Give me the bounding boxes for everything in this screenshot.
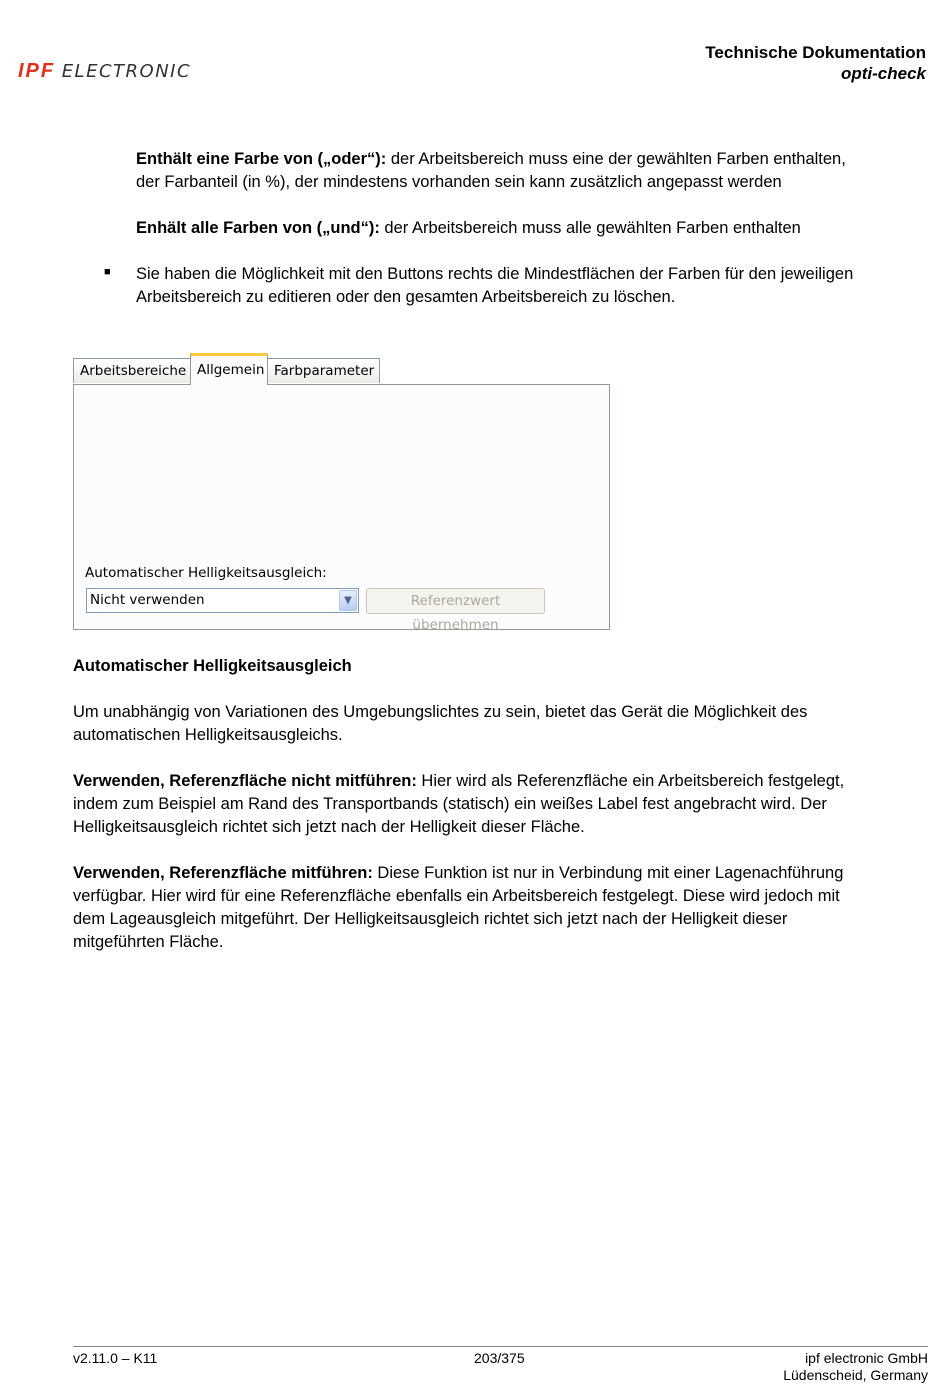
- footer-version: v2.11.0 – K11: [73, 1350, 158, 1366]
- p2-term: Verwenden, Referenzfläche nicht mitführen:: [73, 772, 417, 790]
- tab-farbparameter[interactable]: Farbparameter: [267, 358, 380, 383]
- intro-paragraph: [73, 701, 807, 747]
- brightness-select-value: Nicht verwenden: [90, 592, 205, 608]
- oder-paragraph: [136, 148, 846, 194]
- brightness-label: Automatischer Helligkeitsausgleich:: [85, 565, 327, 581]
- p3-line-1: Diese Funktion ist nur in Verbindung mit einer Lagenachführung: [372, 864, 844, 882]
- p3-line-3: dem Lageausgleich mitgeführt. Der Helligkeitsausgleich richtet sich jetzt nach der Helligkeit dieser: [73, 910, 788, 928]
- document-subtitle: opti-check: [840, 64, 926, 83]
- general-settings-panel: [73, 384, 610, 633]
- p2-line-2: indem zum Beispiel am Rand des Transportbands (statisch) ein weißes Label fest angebracht wird. Der: [73, 795, 827, 813]
- p1-line-2: automatischen Helligkeitsausgleichs.: [73, 726, 343, 744]
- reference-value-button[interactable]: Referenzwert übernehmen: [366, 588, 545, 614]
- brightness-select[interactable]: [86, 588, 359, 613]
- p3-line-4: mitgeführten Fläche.: [73, 933, 224, 951]
- tab-allgemein[interactable]: Allgemein: [190, 353, 268, 385]
- tracked-reference-paragraph: [73, 862, 843, 954]
- bullet-line-1: Sie haben die Möglichkeit mit den Buttons rechts die Mindestflächen der Farben für den jeweiligen: [136, 265, 854, 283]
- document-header: [705, 42, 926, 84]
- oder-text-1: der Arbeitsbereich muss eine der gewählten Farben enthalten,: [386, 150, 846, 168]
- p3-term: Verwenden, Referenzfläche mitführen:: [73, 864, 373, 882]
- chevron-down-icon[interactable]: ▼: [339, 590, 357, 611]
- und-term: Enhält alle Farben von („und“):: [136, 219, 380, 237]
- static-reference-paragraph: [73, 770, 844, 839]
- oder-text-2: der Farbanteil (in %), der mindestens vorhanden sein kann zusätzlich angepasst werden: [136, 173, 782, 191]
- logo-brand: IPF: [18, 60, 56, 82]
- company-logo: [18, 60, 191, 83]
- bullet-paragraph: [136, 263, 853, 309]
- bullet-icon: ■: [104, 266, 111, 278]
- p2-line-1: Hier wird als Referenzfläche ein Arbeitsbereich festgelegt,: [416, 772, 845, 790]
- p1-line-1: Um unabhängig von Variationen des Umgebungslichtes zu sein, bietet das Gerät die Möglichkeit des: [73, 703, 808, 721]
- tab-arbeitsbereiche[interactable]: Arbeitsbereiche: [73, 358, 191, 383]
- document-title: Technische Dokumentation: [705, 43, 926, 62]
- section-heading: Automatischer Helligkeitsausgleich: [73, 657, 352, 675]
- footer-company: [783, 1350, 928, 1384]
- footer-page-number: 203/375: [474, 1350, 525, 1366]
- p3-line-2: verfügbar. Hier wird für eine Referenzfläche ebenfalls ein Arbeitsbereich festgelegt. Diese wird jedoch mit: [73, 887, 840, 905]
- footer-location: Lüdenscheid, Germany: [783, 1367, 928, 1383]
- bullet-line-2: Arbeitsbereich zu editieren oder den gesamten Arbeitsbereich zu löschen.: [136, 288, 676, 306]
- oder-term: Enthält eine Farbe von („oder“):: [136, 150, 387, 168]
- footer-divider: [73, 1346, 928, 1347]
- und-text: der Arbeitsbereich muss alle gewählten Farben enthalten: [379, 219, 801, 237]
- p2-line-3: Helligkeitsausgleich richtet sich jetzt nach der Helligkeit dieser Fläche.: [73, 818, 585, 836]
- footer-company-name: ipf electronic GmbH: [805, 1350, 928, 1366]
- und-paragraph: [136, 217, 801, 240]
- logo-text: ELECTRONIC: [61, 61, 192, 82]
